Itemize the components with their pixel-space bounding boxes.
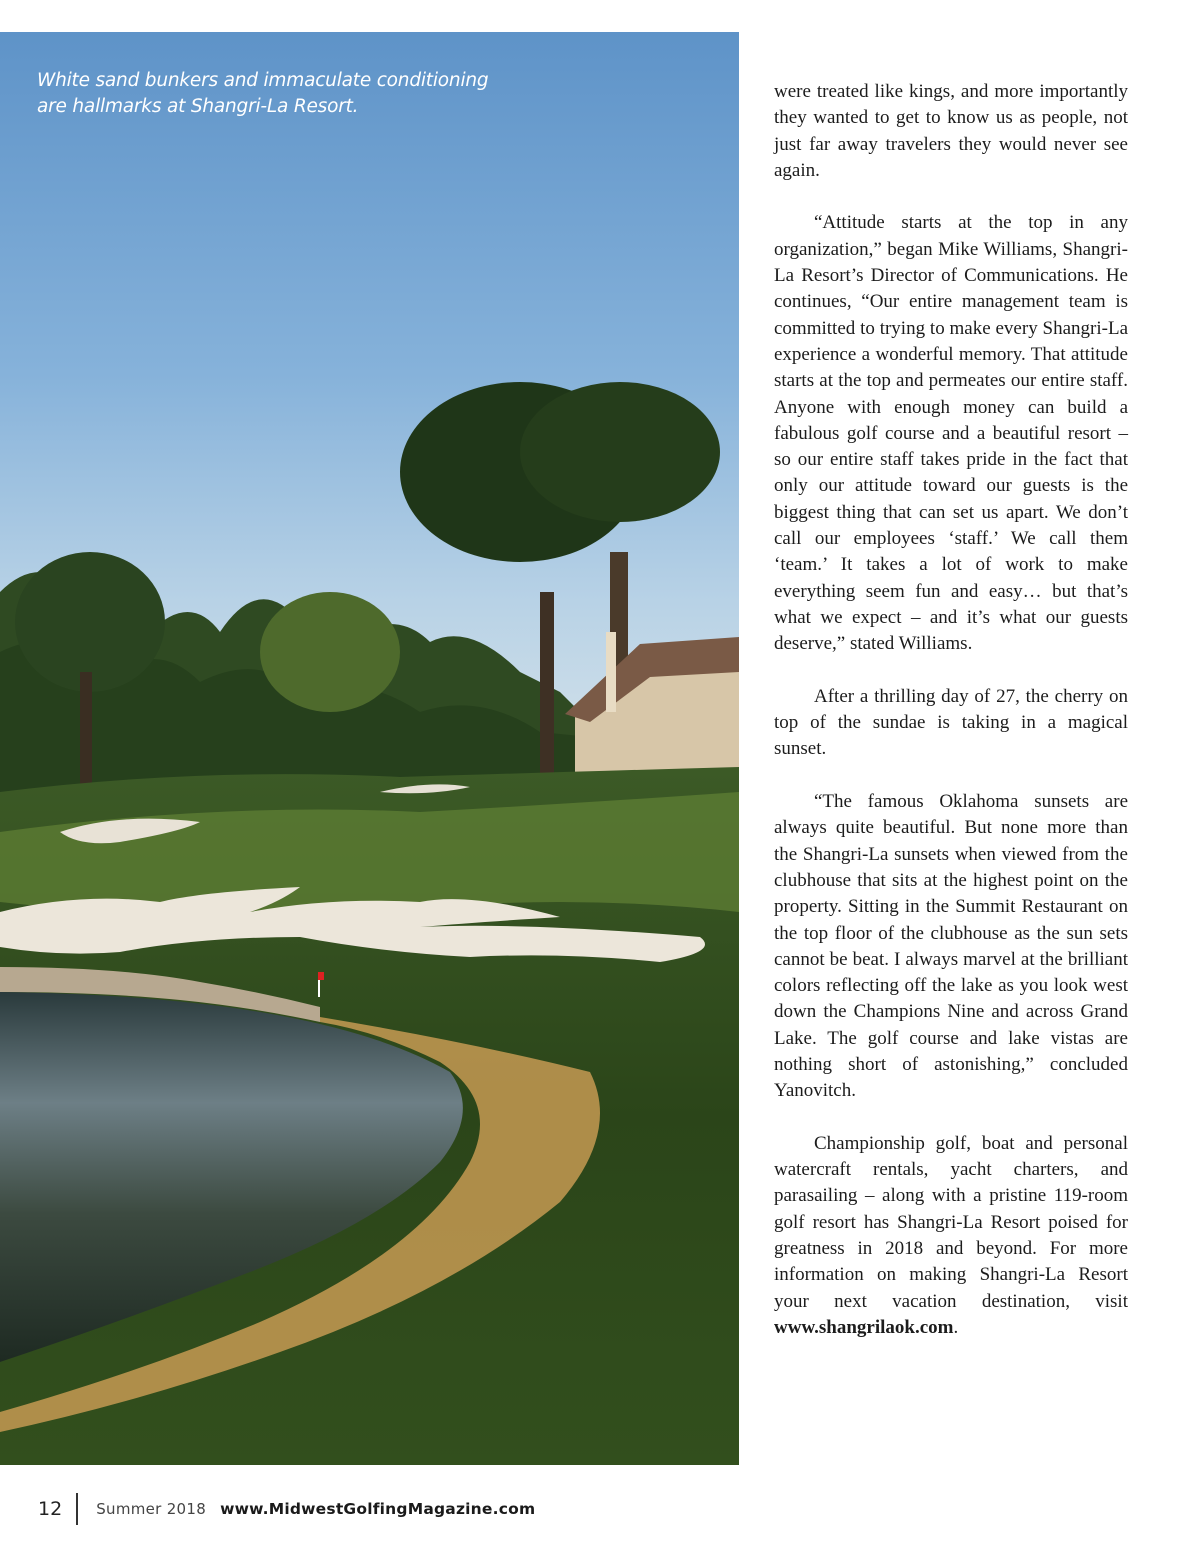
page-number: 12 [38,1498,63,1520]
issue-label: Summer 2018 [96,1500,207,1518]
article-body [774,79,1128,1368]
paragraph-4: “The famous Oklahoma sunsets are always quite beautiful. But none more than the Shangri-La sunsets when viewed from the clubhouse that sits at the highest point on the property. Sitting in the Summit Restaurant on the top floor of the clubhouse as the sun sets cannot be beat. I always marvel at the brilliant colors reflecting off the lake as you look west down the Champions Nine and across Grand Lake. The golf course and lake vistas are nothing short of astonishing,” concluded Yanovitch. [774,791,1128,1102]
paragraph-1: were treated like kings, and more importantly they wanted to get to know us as people, not just far away travelers they would never see again. [774,81,1128,181]
golf-course-illustration [0,32,739,1465]
page-footer [38,1492,535,1526]
closing-text: Championship golf, boat and personal watercraft rentals, yacht charters, and parasailing – along with a pristine 119-room golf resort has Shangri-La Resort poised for greatness in 2018 and beyond. For more information on making Shangri-La Resort your next vacation destination, visit [774,1132,1128,1312]
paragraph-3: After a thrilling day of 27, the cherry on top of the sundae is taking in a magical sunset. [774,685,1128,760]
resort-website-link[interactable]: www.shangrilaok.com [774,1316,954,1338]
closing-period: . [953,1316,959,1338]
photo-caption: White sand bunkers and immaculate conditioning are hallmarks at Shangri-La Resort. [37,70,489,117]
footer-divider [76,1493,78,1525]
paragraph-2: “Attitude starts at the top in any organization,” began Mike Williams, Shangri-La Resort’s Director of Communications. He continues, “Our entire management team is committed to trying to make every Shangri-La experience a wonderful memory. That attitude starts at the top and permeates our entire staff. Anyone with enough money can build a fabulous golf course and a beautiful resort – so our entire staff takes pride in the fact that only our attitude toward our guests is the biggest thing that can set us apart. We don’t call our employees ‘staff.’ We call them ‘team.’ It takes a lot of work to make everything seem fun and easy… but that’s what we expect – and it’s what our guests deserve,” stated Williams. [774,212,1128,655]
golf-course-photo [0,32,739,1465]
magazine-website-link[interactable]: www.MidwestGolfingMagazine.com [220,1500,536,1518]
paragraph-closing [774,1131,1128,1341]
